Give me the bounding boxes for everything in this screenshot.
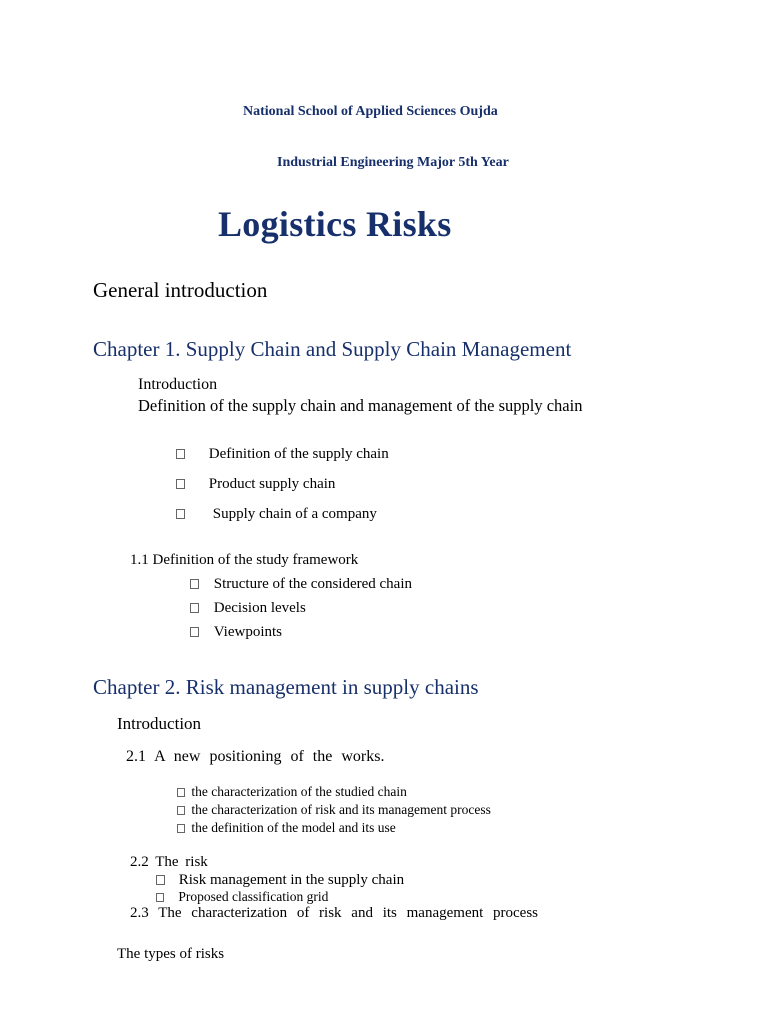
checkbox-icon xyxy=(177,788,185,797)
list-item xyxy=(176,476,335,493)
list-item xyxy=(177,784,407,800)
bullet-text: Structure of the considered chain xyxy=(213,576,413,592)
bullet-text: Viewpoints xyxy=(213,624,283,640)
section-2-1-title: 2.1 A new positioning of the works. xyxy=(126,748,385,765)
bullet-text: Supply chain of a company xyxy=(212,506,377,522)
checkbox-icon xyxy=(176,449,185,459)
bullet-text: the definition of the model and its use xyxy=(191,820,396,835)
checkbox-icon xyxy=(177,806,185,815)
section-1-1-title: 1.1 Definition of the study framework xyxy=(130,552,359,568)
general-introduction: General introduction xyxy=(93,278,268,302)
section-2-2-title: 2.2 The risk xyxy=(130,854,208,870)
school-name: National School of Applied Sciences Oujda xyxy=(243,104,498,119)
checkbox-icon xyxy=(190,603,199,613)
bullet-text: Proposed classification grid xyxy=(178,889,329,904)
bullet-text: the characterization of the studied chain xyxy=(191,784,407,799)
section-2-3-title: 2.3 The characterization of risk and its management process xyxy=(130,905,539,921)
checkbox-icon xyxy=(156,875,165,885)
list-item xyxy=(177,802,491,818)
checkbox-icon xyxy=(190,627,199,637)
major-label: Industrial Engineering Major 5th Year xyxy=(277,155,509,170)
bullet-text: Product supply chain xyxy=(208,476,336,492)
types-of-risks: The types of risks xyxy=(117,946,225,962)
chapter-1-definition-heading: Definition of the supply chain and management of the supply chain xyxy=(138,396,583,415)
chapter-1-title: Chapter 1. Supply Chain and Supply Chain Management xyxy=(93,337,572,361)
list-item xyxy=(177,820,396,836)
checkbox-icon xyxy=(156,893,164,902)
bullet-text: Decision levels xyxy=(213,600,306,616)
list-item xyxy=(156,872,404,889)
chapter-2-title: Chapter 2. Risk management in supply chains xyxy=(93,675,479,699)
bullet-text: Risk management in the supply chain xyxy=(178,872,405,888)
bullet-text: Definition of the supply chain xyxy=(208,446,389,462)
checkbox-icon xyxy=(176,509,185,519)
chapter-2-introduction: Introduction xyxy=(117,714,202,733)
document-title: Logistics Risks xyxy=(218,204,452,244)
list-item xyxy=(176,506,377,523)
list-item xyxy=(176,446,389,463)
bullet-text: the characterization of risk and its management process xyxy=(191,802,491,817)
list-item xyxy=(156,889,328,905)
list-item xyxy=(190,576,412,593)
checkbox-icon xyxy=(190,579,199,589)
list-item xyxy=(190,600,306,617)
checkbox-icon xyxy=(176,479,185,489)
chapter-1-introduction: Introduction xyxy=(138,376,218,393)
list-item xyxy=(190,624,282,641)
checkbox-icon xyxy=(177,824,185,833)
